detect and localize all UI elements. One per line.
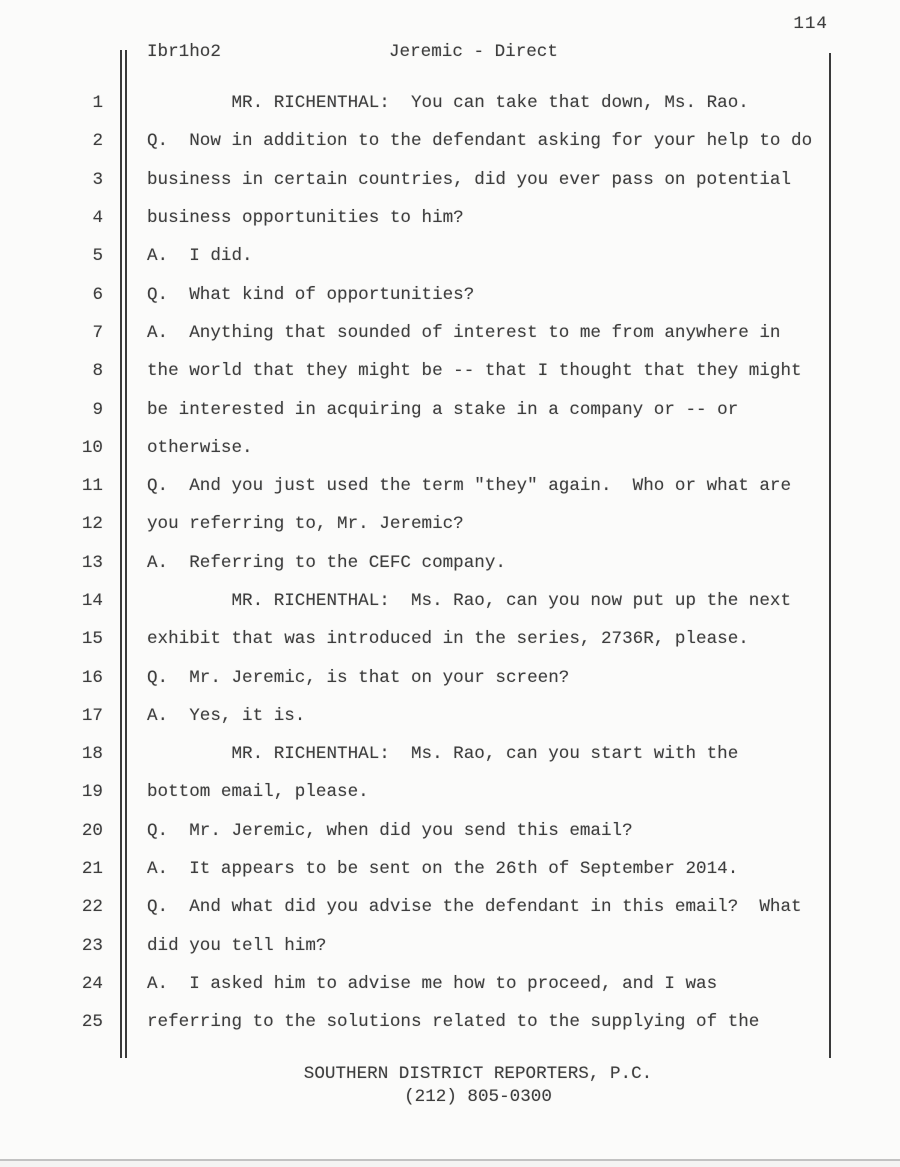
line-text: MR. RICHENTHAL: You can take that down, Ms. Rao. bbox=[147, 93, 749, 114]
transcript-line bbox=[0, 697, 900, 735]
reporter-name: SOUTHERN DISTRICT REPORTERS, P.C. bbox=[303, 1064, 653, 1084]
line-number: 22 bbox=[81, 897, 103, 918]
transcript-line bbox=[0, 161, 900, 199]
line-text: Q. Mr. Jeremic, when did you send this email? bbox=[147, 820, 633, 841]
line-text: referring to the solutions related to the supplying of the bbox=[147, 1012, 760, 1033]
line-text: Q. Mr. Jeremic, is that on your screen? bbox=[147, 667, 570, 688]
line-text: Q. And what did you advise the defendant in this email? What bbox=[147, 897, 802, 918]
transcript-line bbox=[0, 773, 900, 811]
line-text: business in certain countries, did you ever pass on potential bbox=[147, 169, 792, 190]
line-number: 13 bbox=[81, 552, 103, 573]
transcript-line bbox=[0, 1003, 900, 1041]
header-title: Jeremic - Direct bbox=[389, 42, 558, 62]
line-text: be interested in acquiring a stake in a company or -- or bbox=[147, 399, 739, 420]
transcript-line bbox=[0, 735, 900, 773]
page-number: 114 bbox=[793, 14, 828, 34]
transcript-body bbox=[0, 84, 900, 1041]
transcript-line bbox=[0, 84, 900, 122]
transcript-line bbox=[0, 965, 900, 1003]
transcript-line bbox=[0, 850, 900, 888]
transcript-line bbox=[0, 620, 900, 658]
line-text: A. Referring to the CEFC company. bbox=[147, 552, 506, 573]
line-text: bottom email, please. bbox=[147, 782, 369, 803]
line-text: you referring to, Mr. Jeremic? bbox=[147, 514, 464, 535]
transcript-line bbox=[0, 544, 900, 582]
transcript-line bbox=[0, 888, 900, 926]
transcript-line bbox=[0, 237, 900, 275]
transcript-line bbox=[0, 505, 900, 543]
line-number: 21 bbox=[81, 859, 103, 880]
line-number: 11 bbox=[81, 476, 103, 497]
line-text: A. I did. bbox=[147, 246, 253, 267]
line-number: 16 bbox=[81, 667, 103, 688]
line-number: 20 bbox=[81, 820, 103, 841]
line-number: 23 bbox=[81, 935, 103, 956]
line-number: 7 bbox=[92, 322, 103, 343]
line-number: 24 bbox=[81, 973, 103, 994]
line-text: A. It appears to be sent on the 26th of September 2014. bbox=[147, 859, 739, 880]
line-number: 6 bbox=[92, 284, 103, 305]
line-text: did you tell him? bbox=[147, 935, 327, 956]
transcript-line bbox=[0, 122, 900, 160]
transcript-line bbox=[0, 582, 900, 620]
line-number: 14 bbox=[81, 591, 103, 611]
line-text: Q. Now in addition to the defendant asking for your help to do bbox=[147, 131, 813, 152]
line-number: 19 bbox=[81, 782, 103, 803]
line-number: 15 bbox=[81, 629, 103, 650]
line-number: 5 bbox=[92, 246, 103, 267]
reporter-footer bbox=[304, 1063, 652, 1109]
transcript-line bbox=[0, 467, 900, 505]
line-number: 3 bbox=[92, 169, 103, 190]
transcript-line bbox=[0, 429, 900, 467]
transcript-line bbox=[0, 352, 900, 390]
line-text: the world that they might be -- that I thought that they might bbox=[147, 361, 802, 382]
line-number: 1 bbox=[92, 93, 103, 114]
transcript-line bbox=[0, 390, 900, 428]
line-number: 17 bbox=[81, 705, 103, 726]
line-text: A. Yes, it is. bbox=[147, 705, 306, 726]
line-text: A. Anything that sounded of interest to me from anywhere in bbox=[147, 322, 781, 343]
line-text: MR. RICHENTHAL: Ms. Rao, can you start with the bbox=[147, 744, 739, 765]
line-text: MR. RICHENTHAL: Ms. Rao, can you now put up the next bbox=[147, 591, 792, 611]
transcript-line bbox=[0, 314, 900, 352]
line-text: A. I asked him to advise me how to proceed, and I was bbox=[147, 973, 718, 994]
line-text: Q. What kind of opportunities? bbox=[147, 284, 475, 305]
line-number: 2 bbox=[92, 131, 103, 152]
transcript-line bbox=[0, 199, 900, 237]
line-number: 10 bbox=[81, 437, 103, 458]
line-number: 12 bbox=[81, 514, 103, 535]
line-text: Q. And you just used the term "they" again. Who or what are bbox=[147, 476, 792, 497]
header-case-id: Ibr1ho2 bbox=[147, 42, 221, 62]
scan-bottom-edge bbox=[0, 1159, 900, 1167]
line-number: 8 bbox=[92, 361, 103, 382]
transcript-line bbox=[0, 275, 900, 313]
line-text: exhibit that was introduced in the series, 2736R, please. bbox=[147, 629, 749, 650]
transcript-line bbox=[0, 927, 900, 965]
transcript-line bbox=[0, 658, 900, 696]
line-text: business opportunities to him? bbox=[147, 208, 464, 229]
line-number: 25 bbox=[81, 1012, 103, 1033]
reporter-phone: (212) 805-0300 bbox=[404, 1087, 552, 1107]
line-number: 4 bbox=[92, 208, 103, 229]
line-number: 18 bbox=[81, 744, 103, 765]
line-text: otherwise. bbox=[147, 437, 253, 458]
line-number: 9 bbox=[92, 399, 103, 420]
transcript-line bbox=[0, 812, 900, 850]
